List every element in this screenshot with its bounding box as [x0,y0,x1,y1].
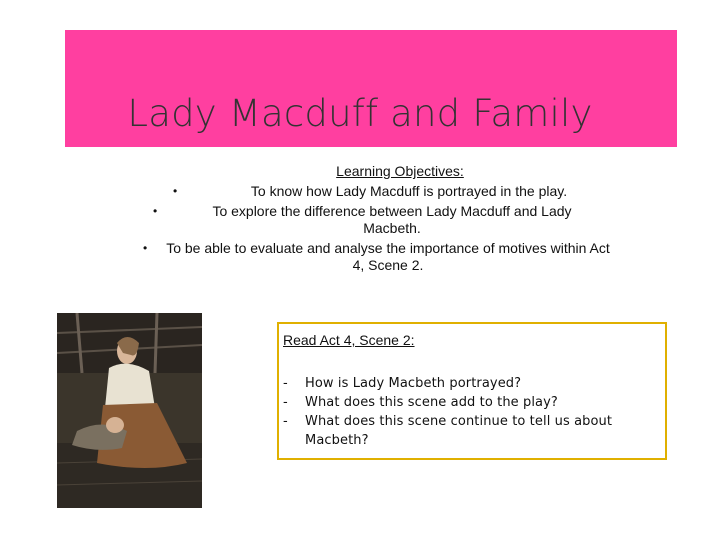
question-text: What does this scene continue to tell us about Macbeth? [305,414,613,448]
dash-bullet: - [283,376,288,391]
objective-item [110,183,670,200]
objective-item [110,240,670,274]
list-item [283,374,658,393]
dash-bullet: - [283,395,288,410]
objectives-heading: Learning Objectives: [336,163,464,179]
bullet-icon: • [173,184,178,198]
bullet-icon: • [153,204,158,218]
reading-task-box [277,322,667,460]
list-item [283,412,658,450]
objective-text: To know how Lady Macduff is portrayed in the play. [250,183,568,199]
bullet-icon: • [143,241,148,255]
list-item [283,393,658,412]
stage-photo-illustration [57,313,202,508]
slide-title: Lady Macduff and Family [127,92,593,135]
learning-objectives [110,163,670,274]
objective-text: To explore the difference between Lady Macduff and Lady Macbeth. [212,203,572,236]
question-list [283,374,658,450]
reading-heading: Read Act 4, Scene 2: [283,332,415,348]
objective-item [110,203,670,237]
scene-photo [57,313,202,508]
question-text: What does this scene add to the play? [305,395,558,410]
question-text: How is Lady Macbeth portrayed? [305,376,522,391]
objective-text: To be able to evaluate and analyse the importance of motives within Act 4, Scene 2. [166,240,610,273]
dash-bullet: - [283,414,288,429]
